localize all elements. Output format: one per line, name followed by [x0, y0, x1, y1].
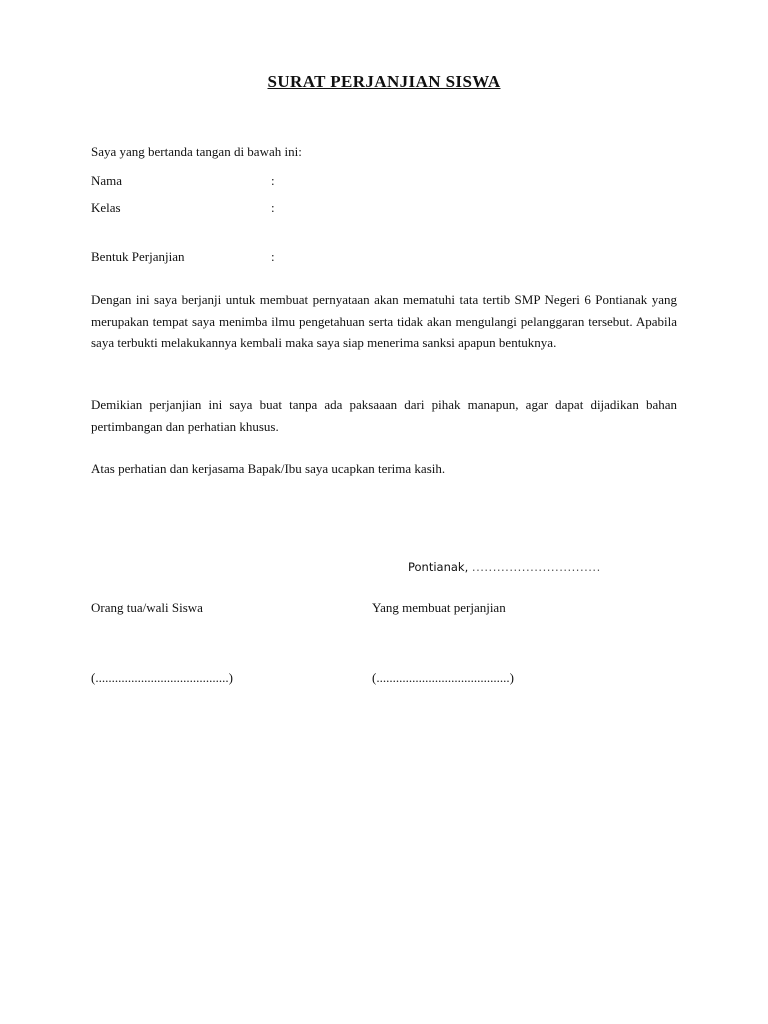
- signature-label-student: Yang membuat perjanjian: [372, 600, 506, 615]
- closing-paragraph: Demikian perjanjian ini saya buat tanpa ada paksaaan dari pihak manapun, agar dapat dijadikan bahan pertimbangan dan perhatian khusus.: [91, 397, 677, 434]
- signature-line-student: (.........................................): [372, 670, 514, 685]
- field-colon-nama: :: [271, 173, 275, 188]
- signature-line-parent: (.........................................): [91, 670, 233, 685]
- document-title: SURAT PERJANJIAN SISWA: [267, 72, 501, 91]
- place-date-line: [408, 560, 601, 574]
- pledge-paragraph: Dengan ini saya berjanji untuk membuat pernyataan akan mematuhi tata tertib SMP Negeri 6 Pontianak yang merupakan tempat saya menimba ilmu pengetahuan serta tidak akan mengulangi pelanggaran tersebut. Apabila saya terbukti melakukannya kembali maka saya siap menerima sanksi apapun bentuknya.: [91, 292, 677, 350]
- field-label-kelas: Kelas: [91, 200, 121, 215]
- field-label-bentuk-perjanjian: Bentuk Perjanjian: [91, 249, 185, 264]
- thanks-paragraph: Atas perhatian dan kerjasama Bapak/Ibu saya ucapkan terima kasih.: [91, 461, 446, 476]
- field-colon-kelas: :: [271, 200, 275, 215]
- date-blank: ...............................: [471, 560, 601, 574]
- field-label-nama: Nama: [91, 173, 123, 188]
- place-label: Pontianak,: [408, 560, 469, 574]
- signature-label-parent: Orang tua/wali Siswa: [91, 600, 203, 615]
- intro-text: Saya yang bertanda tangan di bawah ini:: [91, 144, 302, 159]
- field-colon-bentuk-perjanjian: :: [271, 249, 275, 264]
